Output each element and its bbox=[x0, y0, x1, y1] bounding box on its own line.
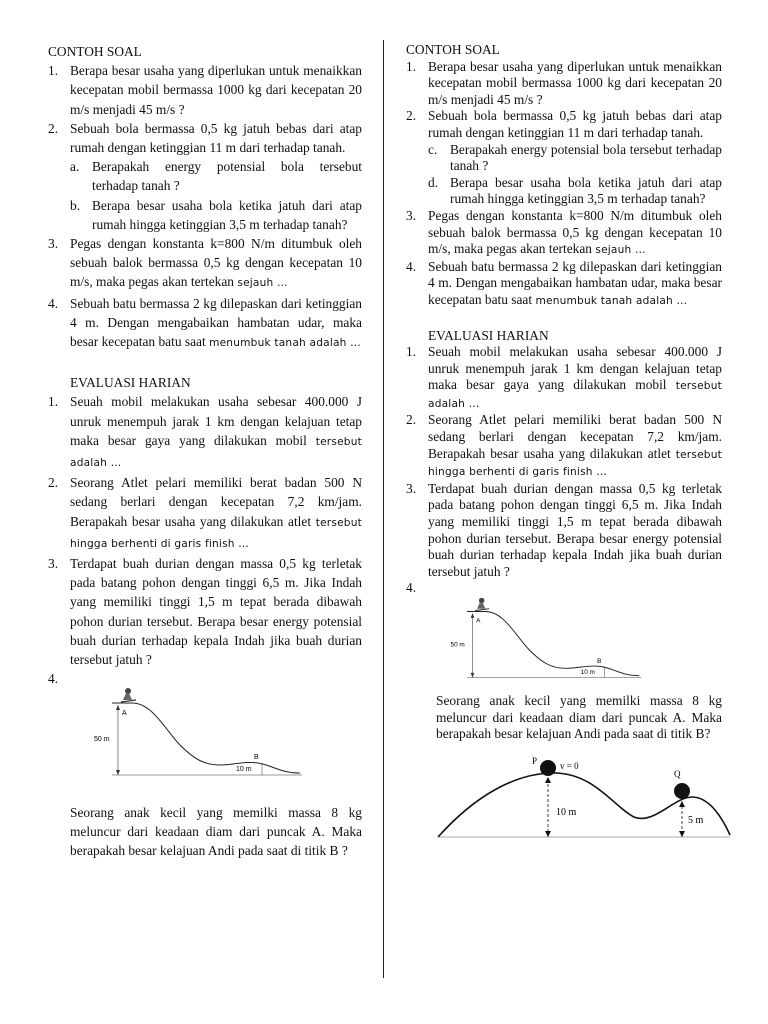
left-column bbox=[48, 42, 362, 860]
eval-question-3-right: 3. Terdapat buah durian dengan massa 0,5 kg terletak pada batang pohon dengan tinggi 6,5 m. Jika Indah yang memiliki tinggi 1,5 m tepat berada dibawah pohon durian tersebut. Berapa besar energy potensial buah durian terhadap kepala Indah jika buah durian tersebut jatuh ? bbox=[406, 480, 722, 579]
question-2a: a. Berapakah energy potensial bola tersebut terhadap tanah ? bbox=[70, 159, 362, 194]
height-b-label: 10 m bbox=[236, 765, 252, 773]
child-on-sled-icon bbox=[475, 598, 489, 611]
eval-question-3: 3. Terdapat buah durian dengan massa 0,5 kg terletak pada batang pohon dengan tinggi 6,5 m. Jika Indah yang memiliki tinggi 1,5 m tepat berada dibawah pohon durian tersebut. Berapa besar energy potensial buah durian terhadap kepala Indah jika buah durian tersebut jatuh ? bbox=[48, 556, 362, 668]
slide-question-caption-right: Seorang anak kecil yang memilki massa 8 kg meluncur dari keadaan diam dari puncak A. Maka berapakah besar kelajuan Andi pada saat di titik B? bbox=[436, 693, 722, 742]
evaluasi-harian-heading: EVALUASI HARIAN bbox=[70, 375, 191, 391]
eval-question-2: 2. Seorang Atlet pelari memiliki berat badan 500 N sedang berlari dengan kecepatan 7,2 km/jam. Berapakah besar usaha yang dilakukan atlet tersebut hingga berhenti di garis finish … bbox=[48, 475, 362, 550]
question-2c-right: c. Berapakah energy potensial bola tersebut terhadap tanah ? bbox=[428, 141, 722, 174]
question-4: 4. Sebuah batu bermassa 2 kg dilepaskan dari ketinggian 4 m. Dengan mengabaikan hambatan udar, maka besar kecepatan batu saat menumbuk tanah adalah … bbox=[48, 295, 362, 350]
ball-q-icon bbox=[674, 783, 690, 799]
eval-question-4: 4. bbox=[48, 671, 59, 687]
contoh-soal-heading: CONTOH SOAL bbox=[48, 44, 142, 59]
child-on-sled-icon bbox=[121, 688, 136, 702]
eval-question-1: 1. Seuah mobil melakukan usaha sebesar 400.000 J unruk menempuh jarak 1 km dengan kelajuan tetap maka besar gaya yang dilakukan mobil tersebut adalah … bbox=[48, 394, 362, 470]
slide-diagram-right bbox=[434, 593, 654, 685]
point-a-label-right: A bbox=[476, 617, 481, 625]
height-b-label-right: 10 m bbox=[580, 668, 595, 676]
slide-diagram bbox=[76, 683, 316, 783]
point-q-label: Q bbox=[674, 768, 681, 779]
slide-question-caption: Seorang anak kecil yang memilki massa 8 kg meluncur dari keadaan diam dari puncak A. Maka berapakah besar kelajuan Andi pada saat di titik B ? bbox=[70, 804, 362, 858]
contoh-soal-heading-right: CONTOH SOAL bbox=[406, 42, 500, 57]
question-2d-right: d. Berapa besar usaha bola ketika jatuh dari atap rumah hingga ketinggian 3,5 m terhadap tanah? bbox=[428, 174, 722, 207]
question-2b: b. Berapa besar usaha bola ketika jatuh dari atap rumah hingga ketinggian 3,5 m terhadap tanah? bbox=[70, 197, 362, 232]
point-b-label-right: B bbox=[597, 657, 602, 665]
eval-question-4-right: 4. bbox=[406, 580, 417, 596]
height-q-label: 5 m bbox=[688, 814, 704, 826]
question-3: 3. Pegas dengan konstanta k=800 N/m ditumbuk oleh sebuah balok bermassa 0,5 kg dengan kecepatan 10 m/s, maka pegas akan tertekan sejauh … bbox=[48, 236, 362, 290]
height-a-label: 50 m bbox=[94, 735, 110, 743]
question-2-right: 2. Sebuah bola bermassa 0,5 kg jatuh bebas dari atap rumah dengan ketinggian 11 m dari terhadap tanah. bbox=[406, 108, 722, 140]
height-p-label: 10 m bbox=[556, 806, 577, 818]
evaluasi-harian-heading-right: EVALUASI HARIAN bbox=[428, 327, 549, 343]
column-divider bbox=[383, 40, 384, 978]
height-a-label-right: 50 m bbox=[450, 641, 465, 649]
hill-diagram bbox=[434, 757, 734, 847]
eval-question-1-right: 1. Seuah mobil melakukan usaha sebesar 400.000 J unruk menempuh jarak 1 km dengan kelajuan tetap maka besar gaya yang dilakukan mobil tersebut adalah … bbox=[406, 344, 722, 410]
question-2: 2. Sebuah bola bermassa 0,5 kg jatuh bebas dari atap rumah dengan ketinggian 11 m dari terhadap tanah. bbox=[48, 120, 362, 156]
point-p-label: P bbox=[532, 756, 538, 766]
eval-question-2-right: 2. Seorang Atlet pelari memiliki berat badan 500 N sedang berlari dengan kecepatan 7,2 km/jam. Berapakah besar usaha yang dilakukan atlet tersebut hingga berhenti di garis finish … bbox=[406, 412, 722, 479]
point-a-label: A bbox=[122, 709, 127, 717]
velocity-label: v = 0 bbox=[560, 760, 579, 771]
question-3-right: 3. Pegas dengan konstanta k=800 N/m ditumbuk oleh sebuah balok bermassa 0,5 kg dengan kecepatan 10 m/s, maka pegas akan tertekan sejauh … bbox=[406, 207, 722, 257]
right-column bbox=[406, 42, 722, 847]
question-1-right: 1. Berapa besar usaha yang diperlukan untuk menaikkan kecepatan mobil bermassa 1000 kg dari kecepatan 20 m/s menjadi 45 m/s ? bbox=[406, 58, 722, 107]
question-1: 1. Berapa besar usaha yang diperlukan untuk menaikkan kecepatan mobil bermassa 1000 kg dari kecepatan 20 m/s menjadi 45 m/s ? bbox=[48, 63, 362, 117]
question-4-right: 4. Sebuah batu bermassa 2 kg dilepaskan dari ketinggian 4 m. Dengan mengabaikan hambatan udar, maka besar kecepatan batu saat menumbuk tanah adalah … bbox=[406, 258, 722, 307]
point-b-label: B bbox=[254, 753, 259, 761]
ball-p-icon bbox=[540, 760, 556, 776]
